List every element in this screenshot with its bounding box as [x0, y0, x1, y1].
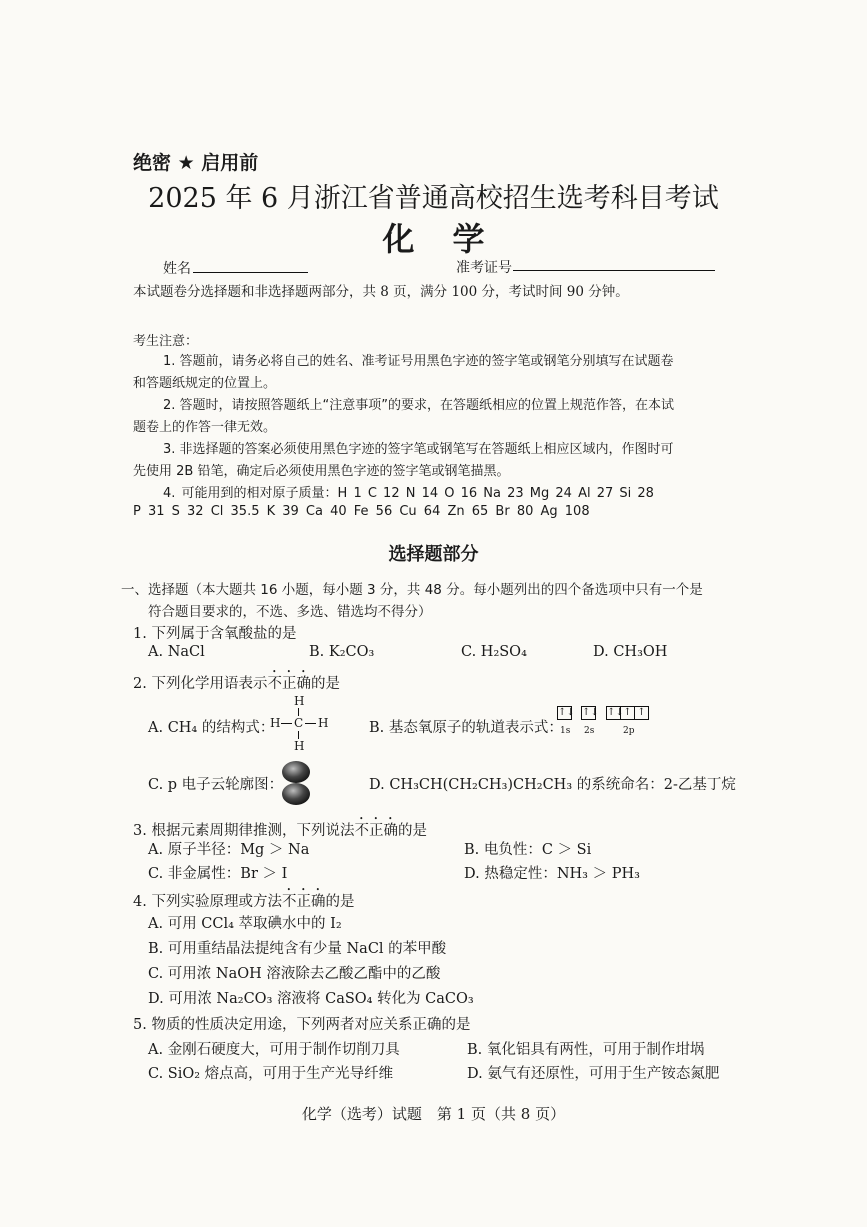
option-c: C. 非金属性：Br ＞ I	[148, 866, 288, 882]
option-a: A. 原子半径：Mg ＞ Na	[148, 842, 310, 858]
stem-text: 2. 下列化学用语表示	[133, 676, 268, 692]
exam-intro: 本试题卷分选择题和非选择题两部分，共 8 页，满分 100 分，考试时间 90 分钟。	[133, 284, 629, 300]
option-c: C. H₂SO₄	[461, 644, 527, 660]
option-d: D. 热稳定性：NH₃ ＞ PH₃	[464, 866, 640, 882]
exam-title: 2025 年 6 月浙江省普通高校招生选考科目考试	[148, 183, 719, 214]
bond-line	[298, 708, 299, 716]
option-c: C. SiO₂ 熔点高，可用于生产光导纤维	[148, 1066, 394, 1082]
bond-line	[281, 723, 292, 724]
orbital-box-2p: ↑	[620, 706, 635, 720]
question-stem	[133, 668, 340, 693]
name-field-line[interactable]	[193, 272, 308, 273]
option-a: A. 可用 CCl₄ 萃取碘水中的 I₂	[148, 916, 342, 932]
part-instructions: 符合题目要求的，不选、多选、错选均不得分）	[148, 604, 432, 620]
orbital-label: 2s	[584, 726, 595, 736]
option-a: A. 金刚石硬度大，可用于制作切削刀具	[148, 1042, 400, 1058]
id-label: 准考证号	[456, 260, 512, 276]
option-d: D. CH₃OH	[593, 644, 668, 660]
notice-line: 先使用 2B 铅笔，确定后必须使用黑色字迹的签字笔或钢笔描黑。	[133, 464, 510, 479]
confidential-label: 绝密 ★ 启用前	[133, 152, 259, 174]
hydrogen-atom: H	[270, 716, 281, 730]
notice-line: 3. 非选择题的答案必须使用黑色字迹的签字笔或钢笔写在答题纸上相应区域内，作图时可	[163, 442, 674, 457]
option-c: C. 可用浓 NaOH 溶液除去乙酸乙酯中的乙酸	[148, 966, 441, 982]
bond-line	[298, 731, 299, 739]
orbital-box-2p: ↑	[634, 706, 649, 720]
emphasis-text: 不正确	[354, 823, 398, 839]
orbital-label: 2p	[623, 726, 635, 736]
orbital-label: 1s	[560, 726, 571, 736]
bond-line	[305, 723, 316, 724]
option-b: B. 可用重结晶法提纯含有少量 NaCl 的苯甲酸	[148, 941, 447, 957]
notice-line: 4. 可能用到的相对原子质量：H 1 C 12 N 14 O 16 Na 23 Mg 24 Al 27 Si 28	[163, 486, 654, 501]
hydrogen-atom: H	[318, 716, 329, 730]
option-b: B. 电负性：C ＞ Si	[464, 842, 592, 858]
notice-line: 2. 答题时，请按照答题纸上“注意事项”的要求，在答题纸相应的位置上规范作答，在本试	[163, 398, 675, 413]
orbital-box-1s: ↑↓	[558, 707, 575, 718]
option-d: D. 可用浓 Na₂CO₃ 溶液将 CaSO₄ 转化为 CaCO₃	[148, 991, 474, 1007]
hydrogen-atom: H	[294, 739, 305, 753]
option-d: D. CH₃CH(CH₂CH₃)CH₂CH₃ 的系统命名：2-乙基丁烷	[369, 777, 736, 793]
p-orbital-cloud-image	[278, 760, 314, 806]
stem-text: 4. 下列实验原理或方法	[133, 894, 282, 910]
option-b: B. 氧化铝具有两性，可用于制作坩埚	[467, 1042, 705, 1058]
orbital-box-2s: ↑↓	[582, 707, 599, 718]
option-a: A. NaCl	[148, 644, 205, 660]
notice-line: 1. 答题前，请务必将自己的姓名、准考证号用黑色字迹的签字笔或钢笔分别填写在试题卷	[163, 354, 674, 369]
notice-line: 和答题纸规定的位置上。	[133, 376, 277, 391]
option-d: D. 氨气有还原性，可用于生产铵态氮肥	[467, 1066, 720, 1082]
subject-title: 化学	[382, 220, 523, 258]
orbital-box-2p: ↑↓	[607, 707, 624, 718]
notice-line: P 31 S 32 Cl 35.5 K 39 Ca 40 Fe 56 Cu 64 Zn 65 Br 80 Ag 108	[133, 504, 590, 519]
stem-text: 3. 根据元素周期律推测，下列说法	[133, 823, 355, 839]
hydrogen-atom: H	[294, 694, 305, 708]
orbital-diagram	[557, 706, 657, 742]
emphasis-text: 不正确	[281, 894, 326, 910]
stem-text: 的是	[397, 823, 427, 839]
option-a: A. CH₄ 的结构式：	[148, 720, 275, 736]
name-label: 姓名	[163, 261, 191, 277]
methane-structural-formula	[270, 694, 330, 754]
stem-text: 的是	[325, 894, 355, 910]
question-stem	[133, 815, 427, 840]
option-c: C. p 电子云轮廓图：	[148, 777, 284, 793]
carbon-atom: C	[294, 716, 304, 730]
notice-title: 考生注意：	[133, 334, 199, 349]
emphasis-text: 不正确	[267, 676, 311, 692]
question-stem	[133, 886, 354, 911]
option-b: B. K₂CO₃	[309, 644, 375, 660]
page-footer: 化学（选考）试题 第 1 页（共 8 页）	[301, 1105, 566, 1123]
question-stem: 5. 物质的性质决定用途，下列两者对应关系正确的是	[133, 1017, 471, 1033]
option-b: B. 基态氧原子的轨道表示式：	[369, 720, 563, 736]
notice-line: 题卷上的作答一律无效。	[133, 420, 277, 435]
part-instructions: 一、选择题（本大题共 16 小题，每小题 3 分，共 48 分。每小题列出的四个备选项中只有一个是	[121, 582, 703, 598]
id-field-line[interactable]	[513, 270, 715, 271]
stem-text: 的是	[310, 676, 340, 692]
section-title: 选择题部分	[388, 544, 479, 565]
question-stem: 1. 下列属于含氧酸盐的是	[133, 626, 297, 642]
